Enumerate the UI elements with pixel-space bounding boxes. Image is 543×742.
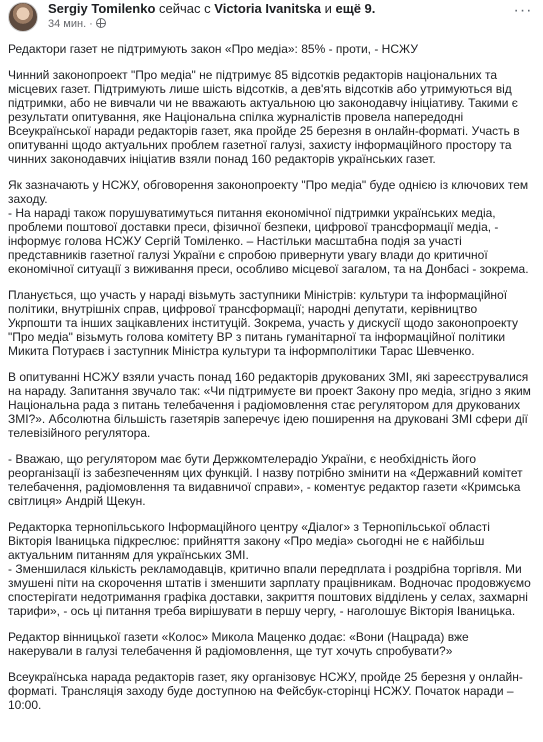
post-paragraph-9: Всеукраїнська нарада редакторів газет, яку організовує НСЖУ, пройде 25 березня у онлайн-форматі. Трансляція заходу буде доступною на Фейсбук-сторінці НСЖУ. Початок наради – 10:00. xyxy=(8,670,523,712)
post-paragraph-8: Редактор вінницької газети «Колос» Микола Маценко додає: «Вони (Нацрада) вже накерували в галузі телебачення й радіомовлення, ще тут хочуть спробувати?» xyxy=(8,630,469,658)
post-paragraph-2: Чинний законопроект "Про медіа" не підтримує 85 відсотків редакторів національних та місцевих газет. Підтримують лише шість відсотків, а дев'ять відсотків або утримуються від підтримки, або не вивчали чи не вважають актуальною цю законодавчу ініціативу. Такими є результати опитування, яке Національна спілка журналістів провела напередодні Всеукраїнської наради редакторів газет, яка пройде 25 березня в онлайн-форматі. Участь в опитуванні щодо актуальних проблем газетної галузі, захисту інформаційного простору та чинних законодавчих ініціатив взяли понад 160 редакторів українських газет. xyxy=(8,68,520,166)
post-paragraph-4: Планується, що участь у нараді візьмуть заступники Міністрів: культури та інформаційної політики, внутрішніх справ, цифрової трансформації; народні депутати, керівництво Укрпошти та інших зацікавлених інституцій. Зокрема, участь у дискусії щодо законопроекту "Про медіа" візьмуть голова комітету ВР з питань гуманітарної та інформаційної політики Микита Потураєв і заступник Міністра культури та інформполітики Тарас Шевченко. xyxy=(8,288,519,358)
post-paragraph-7: Редакторка тернопільського Інформаційного центру «Діалог» з Тернопільської області Вікторія Іваницька підкреслює: прийняття закону «Про медіа» сьогодні не є найбільш актуальним питанням для українських ЗМІ. - Зменшилася кількість рекламодавців, критично впали передплата і роздрібна торгівля. Ми змушені піти на скорочення штатів і зменшити зарплату працівникам. Водночас продовжуємо спостерігати недотримання графіка доставки, закриття поштових відділень у селах, захмарні тарифи», - ось ці питання треба вирішувати в першу чергу, - наголошує Вікторія Іваницька. xyxy=(8,520,531,618)
post-paragraph-6: - Вважаю, що регулятором має бути Держкомтелерадіо України, є необхідність його реорганізації із забезпеченням цих функцій. І назву потрібно змінити на «Державний комітет телебачення, радіомовлення та видавничої справи», - коментує редактор газети «Кримська світлиця» Андрій Щекун. xyxy=(8,452,523,508)
post-body xyxy=(8,42,534,712)
with-text: сейчас с xyxy=(159,1,211,16)
tagged-others[interactable]: ещё 9. xyxy=(335,1,376,16)
post-meta xyxy=(48,17,106,31)
author-name[interactable]: Sergiy Tomilenko xyxy=(48,1,156,16)
public-globe-icon xyxy=(96,18,106,28)
author-line xyxy=(48,1,375,16)
more-options-icon[interactable]: ··· xyxy=(513,2,533,19)
post-paragraph-5: В опитуванні НСЖУ взяли участь понад 160 редакторів друкованих ЗМІ, які зареєструвалися на нараду. Запитання звучало так: «Чи підтримуєте ви проект Закону про медіа, згідно з яким Національна рада з питань телебачення і радіомовлення стає регулятором для друкованих ЗМІ?». Абсолютна більшість газетярів заперечує ідею поширення на друковані ЗМІ сфери дії телевізійного регулятора. xyxy=(8,370,531,440)
tagged-person[interactable]: Victoria Ivanitska xyxy=(214,1,321,16)
post-time[interactable]: 34 мин. · xyxy=(48,18,93,30)
and-text: и xyxy=(324,1,332,16)
post-header xyxy=(8,0,538,38)
author-avatar[interactable] xyxy=(8,2,38,32)
post-paragraph-1: Редактори газет не підтримують закон «Про медіа»: 85% - проти, - НСЖУ xyxy=(8,42,418,56)
post-paragraph-3: Як зазначають у НСЖУ, обговорення законопроекту "Про медіа" буде однією із ключових тем заходу. - На нараді також порушуватимуться питання економічної підтримки українських медіа, проблеми поштової доставки преси, фізичної безпеки, цифрової трансформації медіа, - інформує голова НСЖУ Сергій Томіленко. – Настільки масштабна подія за участі представників газетної галузі України є спробою привернути увагу влади до критичної економічної ситуації з виживання преси, особливо місцевої загалом, та на Донбасі - зокрема. xyxy=(8,178,529,276)
